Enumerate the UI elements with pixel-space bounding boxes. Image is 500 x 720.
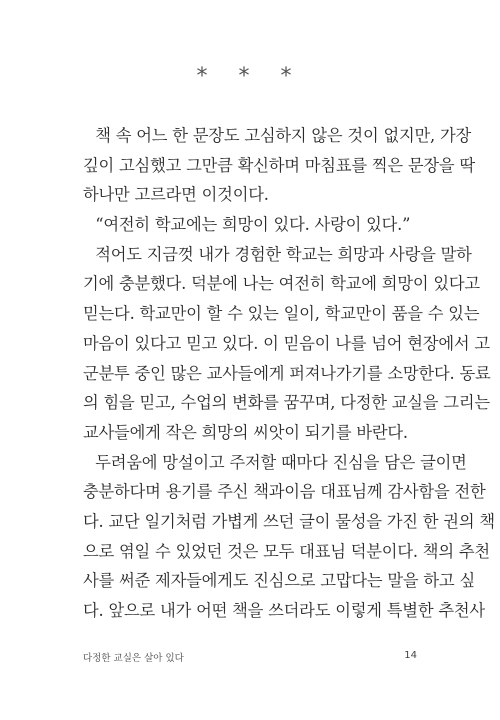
text-line: 책 속 어느 한 문장도 고심하지 않은 것이 없지만, 가장 bbox=[95, 126, 472, 145]
text-line: 다. 교단 일기처럼 가볍게 쓰던 글이 물성을 가진 한 권의 책 bbox=[83, 511, 495, 531]
section-break-ornament: * * * bbox=[196, 64, 304, 89]
page-number: 14 bbox=[404, 650, 417, 661]
text-line: 마음이 있다고 믿고 있다. 이 믿음이 나를 넘어 현장에서 고 bbox=[83, 333, 490, 353]
running-title: 다정한 교실은 살아 있다 bbox=[83, 653, 184, 664]
text-line: 의 힘을 믿고, 수업의 변화를 꿈꾸며, 다정한 교실을 그리는 bbox=[83, 393, 490, 413]
text-line: 충분하다며 용기를 주신 책과이음 대표님께 감사함을 전한 bbox=[83, 482, 486, 502]
text-line: 믿는다. 학교만이 할 수 있는 일이, 학교만이 품을 수 있는 bbox=[83, 304, 480, 324]
text-line: 적어도 지금껏 내가 경험한 학교는 희망과 사랑을 말하 bbox=[95, 244, 472, 264]
text-line: 으로 엮일 수 있었던 것은 모두 대표님 덕분이다. 책의 추천 bbox=[83, 541, 490, 561]
body-text bbox=[83, 121, 495, 626]
text-line: 기에 충분했다. 덕분에 나는 여전히 학교에 희망이 있다고 bbox=[83, 274, 480, 294]
text-line: 다. 앞으로 내가 어떤 책을 쓰더라도 이렇게 특별한 추천사 bbox=[83, 601, 485, 620]
text-line: 사를 써준 제자들에게도 진심으로 고맙다는 말을 하고 싶 bbox=[83, 571, 475, 591]
text-line: 하나만 고르라면 이것이다. bbox=[83, 185, 269, 205]
text-line: 교사들에게 작은 희망의 씨앗이 되기를 바란다. bbox=[83, 422, 408, 442]
text-line: 군분투 중인 많은 교사들에게 퍼져나가기를 소망한다. 동료 bbox=[83, 363, 491, 383]
text-line: 깊이 고심했고 그만큼 확신하며 마침표를 찍은 문장을 딱 bbox=[83, 155, 475, 175]
text-line: “여전히 학교에는 희망이 있다. 사랑이 있다.” bbox=[95, 215, 411, 235]
text-line: 두려움에 망설이고 주저할 때마다 진심을 담은 글이면 bbox=[95, 452, 467, 472]
